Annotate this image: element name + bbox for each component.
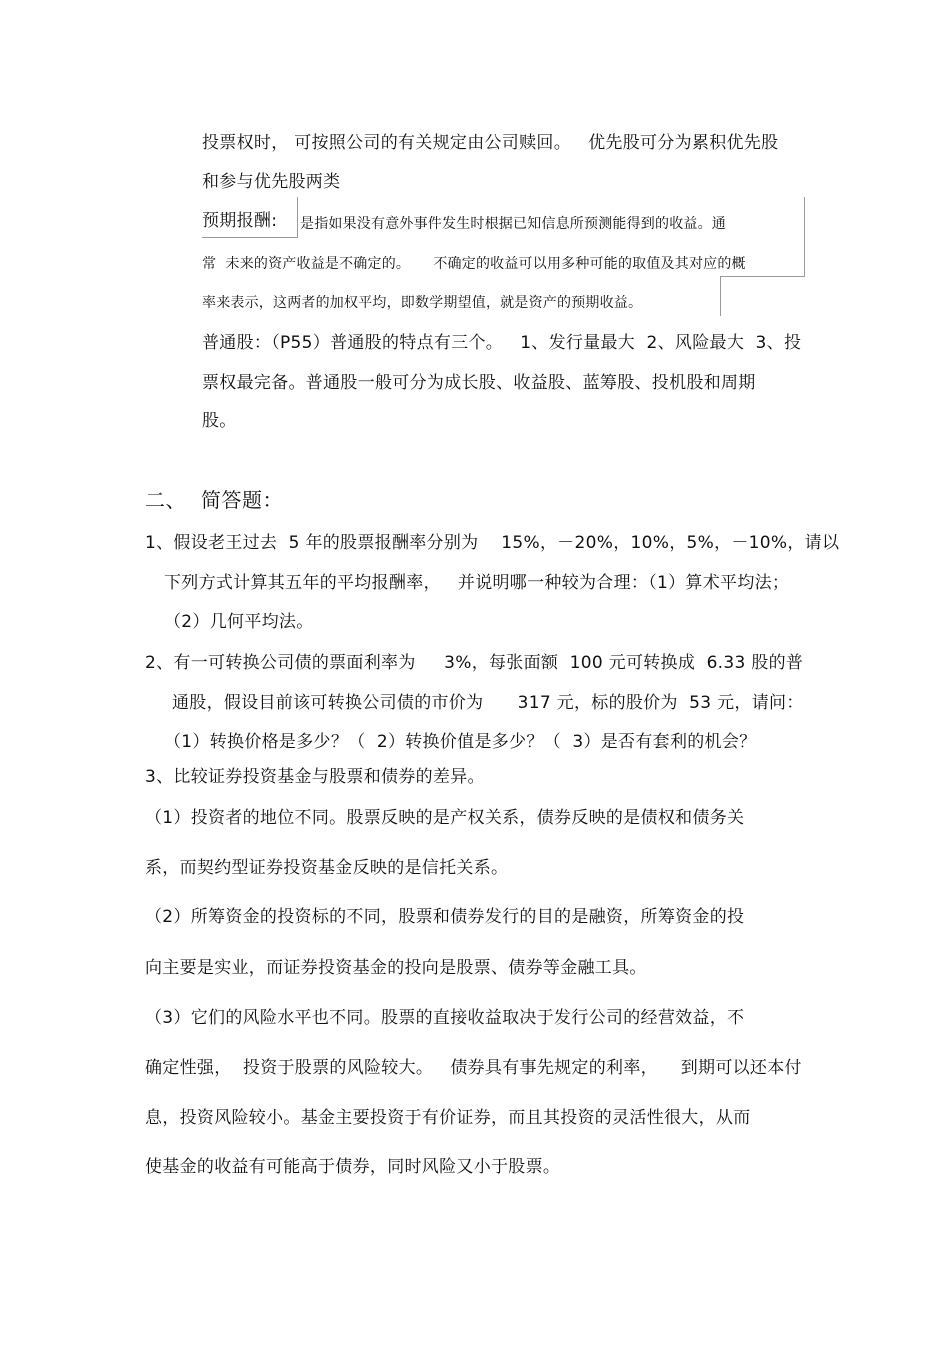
section-title: 简答题： [201,488,283,512]
frame-right-edge [804,197,805,277]
expected-return-line-2: 常 未来的资产收益是不确定的。 不确定的收益可以用多种可能的取值及其对应的概 [202,256,746,272]
frame-bottom-edge [720,276,805,277]
expected-return-line-1: 是指如果没有意外事件发生时根据已知信息所预测能得到的收益。通 [300,216,726,232]
term-frame-right [297,197,298,238]
question-2-line-1: 2、有一可转换公司债的票面利率为 3%，每张面额 100 元可转换成 6.33 股的普 [145,653,804,673]
answer-line-4: 向主要是实业，而证券投资基金的投向是股票、债券等金融工具。 [145,958,647,978]
term-underline [202,237,298,238]
section-number: 二、 [145,488,186,512]
answer-line-5: （3）它们的风险水平也不同。股票的直接收益取决于发行公司的经营效益，不 [145,1008,745,1028]
answer-line-8: 使基金的收益有可能高于债券，同时风险又小于股票。 [145,1157,561,1177]
question-1-line-3: （2）几何平均法。 [164,612,314,632]
question-1-line-1: 1、假设老王过去 5 年的股票报酬率分别为 15%，－20%，10%，5%，－10%，请以 [145,533,840,553]
answer-line-7: 息，投资风险较小。基金主要投资于有价证券，而且其投资的灵活性很大，从而 [145,1108,751,1128]
expected-return-line-3: 率来表示，这两者的加权平均，即数学期望值，就是资产的预期收益。 [202,295,643,311]
expected-return-term: 预期报酬: [202,211,278,231]
frame-inner-edge [720,276,721,316]
question-2-line-2: 通股，假设目前该可转换公司债的市价为 317 元，标的股价为 53 元，请问： [172,693,804,713]
answer-line-3: （2）所筹资金的投资标的不同，股票和债券发行的目的是融资，所筹资金的投 [145,907,745,927]
continued-text-line-2: 和参与优先股两类 [202,172,341,192]
common-stock-line-2: 票权最完备。普通股一般可分为成长股、收益股、蓝筹股、投机股和周期 [202,373,756,393]
common-stock-line-3: 股。 [202,411,237,431]
answer-line-2: 系，而契约型证券投资基金反映的是信托关系。 [145,858,509,878]
question-2-line-3: （1）转换价格是多少？（ 2）转换价值是多少？（ 3）是否有套利的机会？ [164,732,757,752]
common-stock-line-1: 普通股：（P55）普通股的特点有三个。 1、发行量最大 2、风险最大 3、投 [202,333,802,353]
answer-line-1: （1）投资者的地位不同。股票反映的是产权关系，债券反映的是债权和债务关 [145,808,745,828]
question-3-line-1: 3、比较证券投资基金与股票和债券的差异。 [145,767,485,787]
question-1-line-2: 下列方式计算其五年的平均报酬率， 并说明哪一种较为合理：（1）算术平均法； [164,573,790,593]
continued-text-line-1: 投票权时， 可按照公司的有关规定由公司赎回。 优先股可分为累积优先股 [202,133,779,153]
answer-line-6: 确定性强， 投资于股票的风险较大。 债券具有事先规定的利率， 到期可以还本付 [145,1058,802,1078]
